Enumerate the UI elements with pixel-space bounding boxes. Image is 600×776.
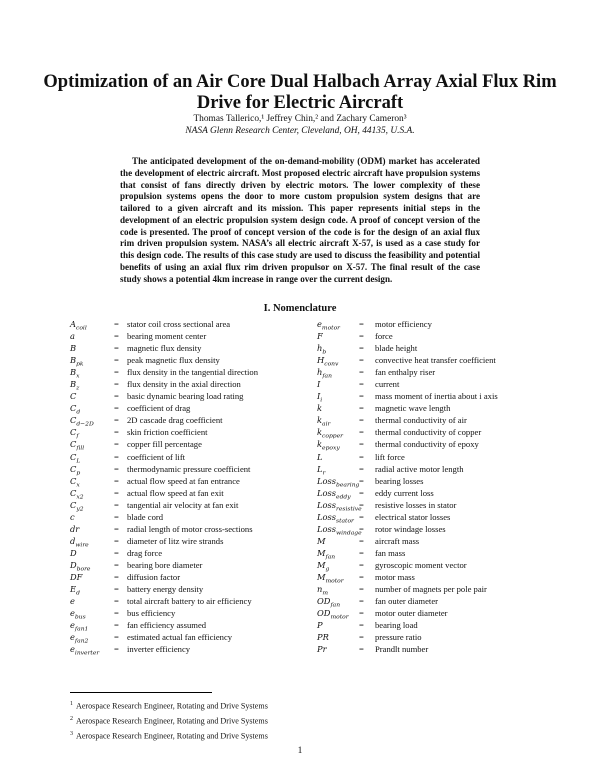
nomenclature-row [70, 318, 300, 330]
nomenclature-symbol: c [70, 511, 75, 522]
equals-sign: = [114, 487, 119, 498]
equals-sign: = [114, 451, 119, 462]
nomenclature-definition: force [375, 331, 393, 342]
equals-sign: = [114, 391, 119, 402]
abstract: The anticipated development of the on-demand-mobility (ODM) market has accelerated the development of electric aircraft. Most proposed electric aircraft have propulsion systems that consist of fans directly driven by electric motors. The lower complexity of these propulsion systems opens the door to more custom propulsion system designs that are tailored to a given aircraft and its mission. This paper represents initial steps in the development of an electric propulsion system design code. A proof of concept version of the code is presented. The proof of concept version of the code is for the design of an axial flux rim driven propulsion system. NASA’s all electric aircraft X-57, is used as a case study for this design code. The results of this case study are used to discuss the feasibility and potential benefits of using an axial flux rim driven propulsor on X-57. The final result of the case study shows a potential 4km increase in range over the current design. [120, 156, 480, 284]
nomenclature-row [317, 475, 557, 487]
nomenclature-symbol: $C_{fill}$ [70, 439, 85, 453]
nomenclature-row [317, 402, 557, 414]
footnote-text: Aerospace Research Engineer, Rotating and Drive Systems [76, 731, 268, 741]
nomenclature-symbol: $n_m$ [317, 584, 329, 597]
nomenclature-row [317, 559, 557, 571]
equals-sign: = [114, 559, 119, 570]
equals-sign: = [359, 367, 364, 378]
nomenclature-symbol: Loss$_{windage}$ [317, 523, 362, 537]
affiliation: NASA Glenn Research Center, Cleveland, OH, 44135, U.S.A. [185, 126, 415, 136]
nomenclature-symbol: DF [70, 571, 83, 582]
nomenclature-row [317, 487, 557, 499]
nomenclature-row [317, 499, 557, 511]
nomenclature-row [70, 535, 300, 547]
equals-sign: = [114, 523, 119, 534]
equals-sign: = [359, 632, 364, 643]
nomenclature-definition: bearing load [375, 620, 418, 631]
equals-sign: = [359, 427, 364, 438]
footnotes [70, 698, 268, 743]
nomenclature-row [317, 583, 557, 595]
nomenclature-definition: inverter efficiency [127, 644, 191, 655]
nomenclature-symbol: $B_z$ [70, 379, 80, 392]
nomenclature-definition: bus efficiency [127, 608, 176, 619]
nomenclature-definition: fan outer diameter [375, 596, 438, 607]
nomenclature-definition: flux density in the axial direction [127, 379, 241, 390]
equals-sign: = [359, 571, 364, 582]
nomenclature-definition: tangential air velocity at fan exit [127, 499, 239, 510]
equals-sign: = [114, 343, 119, 354]
nomenclature-symbol: a [70, 331, 75, 342]
nomenclature-symbol: $d_{wire}$ [70, 535, 89, 549]
equals-sign: = [114, 584, 119, 595]
nomenclature-definition: skin friction coefficient [127, 427, 208, 438]
equals-sign: = [359, 475, 364, 486]
nomenclature-row [70, 342, 300, 354]
nomenclature-row [317, 571, 557, 583]
author-list: Thomas Tallerico,¹ Jeffrey Chin,² and Zachary Cameron³ [193, 114, 407, 124]
nomenclature-row [70, 366, 300, 378]
equals-sign: = [359, 559, 364, 570]
nomenclature-symbol: PR [317, 632, 329, 643]
nomenclature-row [317, 511, 557, 523]
nomenclature-row [70, 390, 300, 402]
nomenclature-definition: motor outer diameter [375, 608, 448, 619]
nomenclature-definition: lift force [375, 451, 405, 462]
equals-sign: = [359, 487, 364, 498]
nomenclature-symbol: $C_f$ [70, 427, 79, 441]
nomenclature-row [317, 535, 557, 547]
nomenclature-symbol: $e_{fan1}$ [70, 620, 89, 633]
equals-sign: = [359, 343, 364, 354]
nomenclature-definition: motor efficiency [375, 319, 432, 329]
nomenclature-symbol: $M_{fan}$ [317, 547, 336, 561]
equals-sign: = [359, 391, 364, 402]
nomenclature-definition: total aircraft battery to air efficiency [127, 596, 252, 607]
nomenclature-symbol: $B_{pk}$ [70, 355, 84, 368]
equals-sign: = [114, 644, 119, 655]
equals-sign: = [114, 632, 119, 643]
nomenclature-heading: I. Nomenclature [263, 303, 337, 314]
nomenclature-definition: Prandlt number [375, 644, 429, 655]
nomenclature-row [317, 414, 557, 429]
equals-sign: = [114, 511, 119, 522]
equals-sign: = [114, 355, 119, 366]
footnote [70, 713, 268, 728]
nomenclature-definition: bearing bore diameter [127, 559, 203, 570]
equals-sign: = [359, 463, 364, 474]
nomenclature-definition: thermodynamic pressure coefficient [127, 463, 251, 474]
equals-sign: = [359, 511, 364, 522]
equals-sign: = [359, 403, 364, 414]
nomenclature-symbol: Loss$_{eddy}$ [317, 487, 351, 501]
footnote-mark: 3 [70, 730, 73, 737]
nomenclature-definition: blade cord [127, 511, 164, 522]
nomenclature-definition: bearing losses [375, 475, 424, 486]
nomenclature-row [70, 487, 300, 499]
equals-sign: = [359, 596, 364, 607]
nomenclature-row [70, 619, 300, 631]
equals-sign: = [359, 620, 364, 631]
nomenclature-symbol: $C_{y2}$ [70, 499, 84, 513]
footnote [70, 698, 268, 713]
nomenclature-symbol: $C_p$ [70, 463, 81, 477]
nomenclature-row [317, 426, 557, 441]
nomenclature-symbol: Loss$_{bearing}$ [317, 475, 360, 489]
equals-sign: = [359, 584, 364, 595]
nomenclature-symbol: $e_{fan2}$ [70, 632, 89, 645]
equals-sign: = [114, 331, 119, 342]
equals-sign: = [114, 367, 119, 378]
nomenclature-symbol: $h_b$ [317, 343, 327, 356]
nomenclature-row [70, 595, 300, 607]
nomenclature-symbol: $D_{bore}$ [70, 559, 91, 573]
nomenclature-row [317, 631, 557, 643]
nomenclature-symbol: $L_r$ [317, 463, 326, 477]
equals-sign: = [114, 427, 119, 438]
nomenclature-definition: gyroscopic moment vector [375, 559, 467, 570]
nomenclature-row [70, 451, 300, 463]
equals-sign: = [114, 475, 119, 486]
nomenclature-symbol: $H_{conv}$ [317, 355, 339, 368]
nomenclature-definition: number of magnets per pole pair [375, 584, 487, 595]
nomenclature-symbol: $I_i$ [317, 391, 323, 404]
equals-sign: = [114, 608, 119, 619]
nomenclature-row [70, 511, 300, 523]
equals-sign: = [114, 571, 119, 582]
nomenclature-definition: basic dynamic bearing load rating [127, 391, 244, 402]
equals-sign: = [114, 439, 119, 450]
nomenclature-row [317, 438, 557, 453]
nomenclature-symbol: Pr [317, 644, 327, 655]
nomenclature-row [70, 402, 300, 414]
nomenclature-row [317, 463, 557, 475]
nomenclature-definition: drag force [127, 547, 163, 558]
nomenclature-definition: actual flow speed at fan entrance [127, 475, 240, 486]
nomenclature-symbol: $M_g$ [317, 559, 330, 573]
nomenclature-definition: coefficient of lift [127, 451, 186, 462]
nomenclature-row [317, 366, 557, 378]
nomenclature-definition: convective heat transfer coefficient [375, 355, 496, 366]
equals-sign: = [114, 547, 119, 558]
nomenclature-definition: copper fill percentage [127, 439, 202, 450]
equals-sign: = [359, 415, 364, 426]
nomenclature-definition: diffusion factor [127, 571, 181, 582]
nomenclature-row [317, 643, 557, 655]
equals-sign: = [114, 620, 119, 631]
nomenclature-definition: stator coil cross sectional area [127, 319, 231, 329]
nomenclature-definition: battery energy density [127, 584, 204, 595]
nomenclature-symbol: $C_{d-2D}$ [70, 415, 94, 429]
nomenclature-definition: fan efficiency assumed [127, 620, 207, 631]
nomenclature-definition: motor mass [375, 571, 415, 582]
nomenclature-row [70, 414, 300, 429]
nomenclature-definition: actual flow speed at fan exit [127, 487, 224, 498]
equals-sign: = [359, 644, 364, 655]
nomenclature-symbol: $k_{copper}$ [317, 427, 343, 441]
nomenclature-definition: magnetic wave length [375, 403, 451, 414]
equals-sign: = [114, 463, 119, 474]
nomenclature-definition: blade height [375, 343, 418, 354]
nomenclature-definition: diameter of litz wire strands [127, 535, 224, 546]
equals-sign: = [114, 596, 119, 607]
nomenclature-symbol: $k_{air}$ [317, 415, 331, 429]
footnote-mark: 1 [70, 701, 73, 707]
nomenclature-definition: eddy current loss [375, 487, 434, 498]
nomenclature-symbol: C [70, 391, 77, 402]
nomenclature-symbol: e [70, 596, 75, 607]
nomenclature-definition: fan mass [375, 547, 406, 558]
paper-title: Optimization of an Air Core Dual Halbach Array Axial Flux Rim Drive for Electric Aircraft [43, 72, 557, 113]
nomenclature-symbol: dr [70, 523, 80, 534]
nomenclature-definition: estimated actual fan efficiency [127, 632, 233, 643]
nomenclature-row [70, 330, 300, 342]
equals-sign: = [114, 535, 119, 546]
nomenclature-symbol: $h_{fan}$ [317, 367, 332, 380]
nomenclature-row [70, 354, 300, 366]
nomenclature-row [317, 619, 557, 631]
nomenclature-symbol: $C_d$ [70, 403, 81, 416]
nomenclature-symbol: $k_{epoxy}$ [317, 439, 340, 453]
nomenclature-symbol: $B_x$ [70, 367, 80, 380]
nomenclature-row [317, 354, 557, 366]
nomenclature-symbol: $OD_{fan}$ [317, 596, 341, 609]
equals-sign: = [359, 547, 364, 558]
nomenclature-symbol: $E_d$ [70, 584, 80, 597]
nomenclature-symbol: $C_x$ [70, 475, 80, 489]
nomenclature-definition: mass moment of inertia about i axis [375, 391, 498, 402]
nomenclature-row [317, 318, 557, 330]
nomenclature-symbol: F [317, 331, 323, 342]
nomenclature-row [70, 559, 300, 571]
nomenclature-row [317, 390, 557, 402]
nomenclature-definition: magnetic flux density [127, 343, 202, 354]
nomenclature-definition: pressure ratio [375, 632, 422, 643]
equals-sign: = [359, 499, 364, 510]
nomenclature-definition: radial length of motor cross-sections [127, 523, 253, 534]
nomenclature-definition: thermal conductivity of epoxy [375, 439, 479, 450]
equals-sign: = [359, 608, 364, 619]
nomenclature-row [317, 523, 557, 535]
nomenclature-definition: aircraft mass [375, 535, 420, 546]
equals-sign: = [359, 523, 364, 534]
nomenclature-row [317, 595, 557, 607]
footnote-rule [70, 692, 212, 693]
nomenclature-row [317, 451, 557, 463]
nomenclature-row [70, 631, 300, 643]
equals-sign: = [114, 403, 119, 414]
footnote-text: Aerospace Research Engineer, Rotating and Drive Systems [76, 716, 268, 726]
nomenclature-symbol: $C_{x2}$ [70, 487, 84, 501]
nomenclature-row [317, 330, 557, 342]
nomenclature-definition: radial active motor length [375, 463, 464, 474]
nomenclature-row [70, 643, 300, 655]
nomenclature-definition: peak magnetic flux density [127, 355, 220, 366]
nomenclature-left-column [70, 318, 300, 655]
nomenclature-row [317, 342, 557, 354]
equals-sign: = [359, 379, 364, 390]
equals-sign: = [359, 451, 364, 462]
nomenclature-right-column [317, 318, 557, 655]
nomenclature-symbol: $C_L$ [70, 451, 81, 465]
nomenclature-symbol: k [317, 403, 323, 414]
equals-sign: = [359, 355, 364, 366]
nomenclature-definition: resistive losses in stator [375, 499, 457, 510]
nomenclature-symbol: Loss$_{resistive}$ [317, 499, 362, 513]
nomenclature-row [70, 426, 300, 441]
nomenclature-definition: fan enthalpy riser [375, 367, 436, 378]
nomenclature-row [70, 547, 300, 559]
nomenclature-definition: 2D cascade drag coefficient [127, 415, 223, 426]
page-number: 1 [297, 746, 303, 756]
nomenclature-symbol: $OD_{motor}$ [317, 608, 349, 621]
nomenclature-row [317, 378, 557, 390]
nomenclature-symbol: $e_{inverter}$ [70, 644, 100, 657]
equals-sign: = [114, 379, 119, 390]
nomenclature-row [70, 607, 300, 619]
footnote-mark: 2 [70, 715, 73, 722]
nomenclature-row [317, 607, 557, 619]
nomenclature-symbol: $A_{coil}$ [70, 319, 87, 332]
nomenclature-definition: electrical stator losses [375, 511, 451, 522]
equals-sign: = [359, 535, 364, 546]
nomenclature-symbol: $e_{bus}$ [70, 608, 86, 621]
nomenclature-definition: thermal conductivity of copper [375, 427, 482, 438]
nomenclature-definition: current [375, 379, 400, 390]
footnote-text: Aerospace Research Engineer, Rotating and Drive Systems [76, 701, 268, 711]
nomenclature-definition: rotor windage losses [375, 523, 446, 534]
equals-sign: = [359, 319, 364, 329]
nomenclature-definition: coefficient of drag [127, 403, 191, 414]
nomenclature-symbol: B [70, 343, 77, 354]
nomenclature-symbol: M [317, 535, 326, 546]
equals-sign: = [114, 319, 119, 329]
nomenclature-row [70, 523, 300, 535]
nomenclature-row [70, 463, 300, 475]
nomenclature-row [70, 571, 300, 583]
nomenclature-row [317, 547, 557, 559]
nomenclature-symbol: Loss$_{stator}$ [317, 511, 354, 525]
nomenclature-symbol: $e_{motor}$ [317, 319, 341, 332]
equals-sign: = [359, 439, 364, 450]
nomenclature-symbol: D [70, 547, 77, 558]
nomenclature-row [70, 378, 300, 390]
nomenclature-definition: bearing moment center [127, 331, 207, 342]
equals-sign: = [114, 415, 119, 426]
footnote [70, 728, 268, 743]
nomenclature-definition: flux density in the tangential direction [127, 367, 259, 378]
nomenclature-symbol: P [317, 620, 323, 631]
nomenclature-symbol: L [317, 451, 323, 462]
nomenclature-row [70, 583, 300, 595]
nomenclature-row [70, 475, 300, 487]
nomenclature-definition: thermal conductivity of air [375, 415, 467, 426]
nomenclature-symbol: I [317, 379, 321, 390]
nomenclature-symbol: $M_{motor}$ [317, 571, 344, 585]
equals-sign: = [114, 499, 119, 510]
nomenclature-row [70, 499, 300, 511]
nomenclature-row [70, 438, 300, 453]
equals-sign: = [359, 331, 364, 342]
